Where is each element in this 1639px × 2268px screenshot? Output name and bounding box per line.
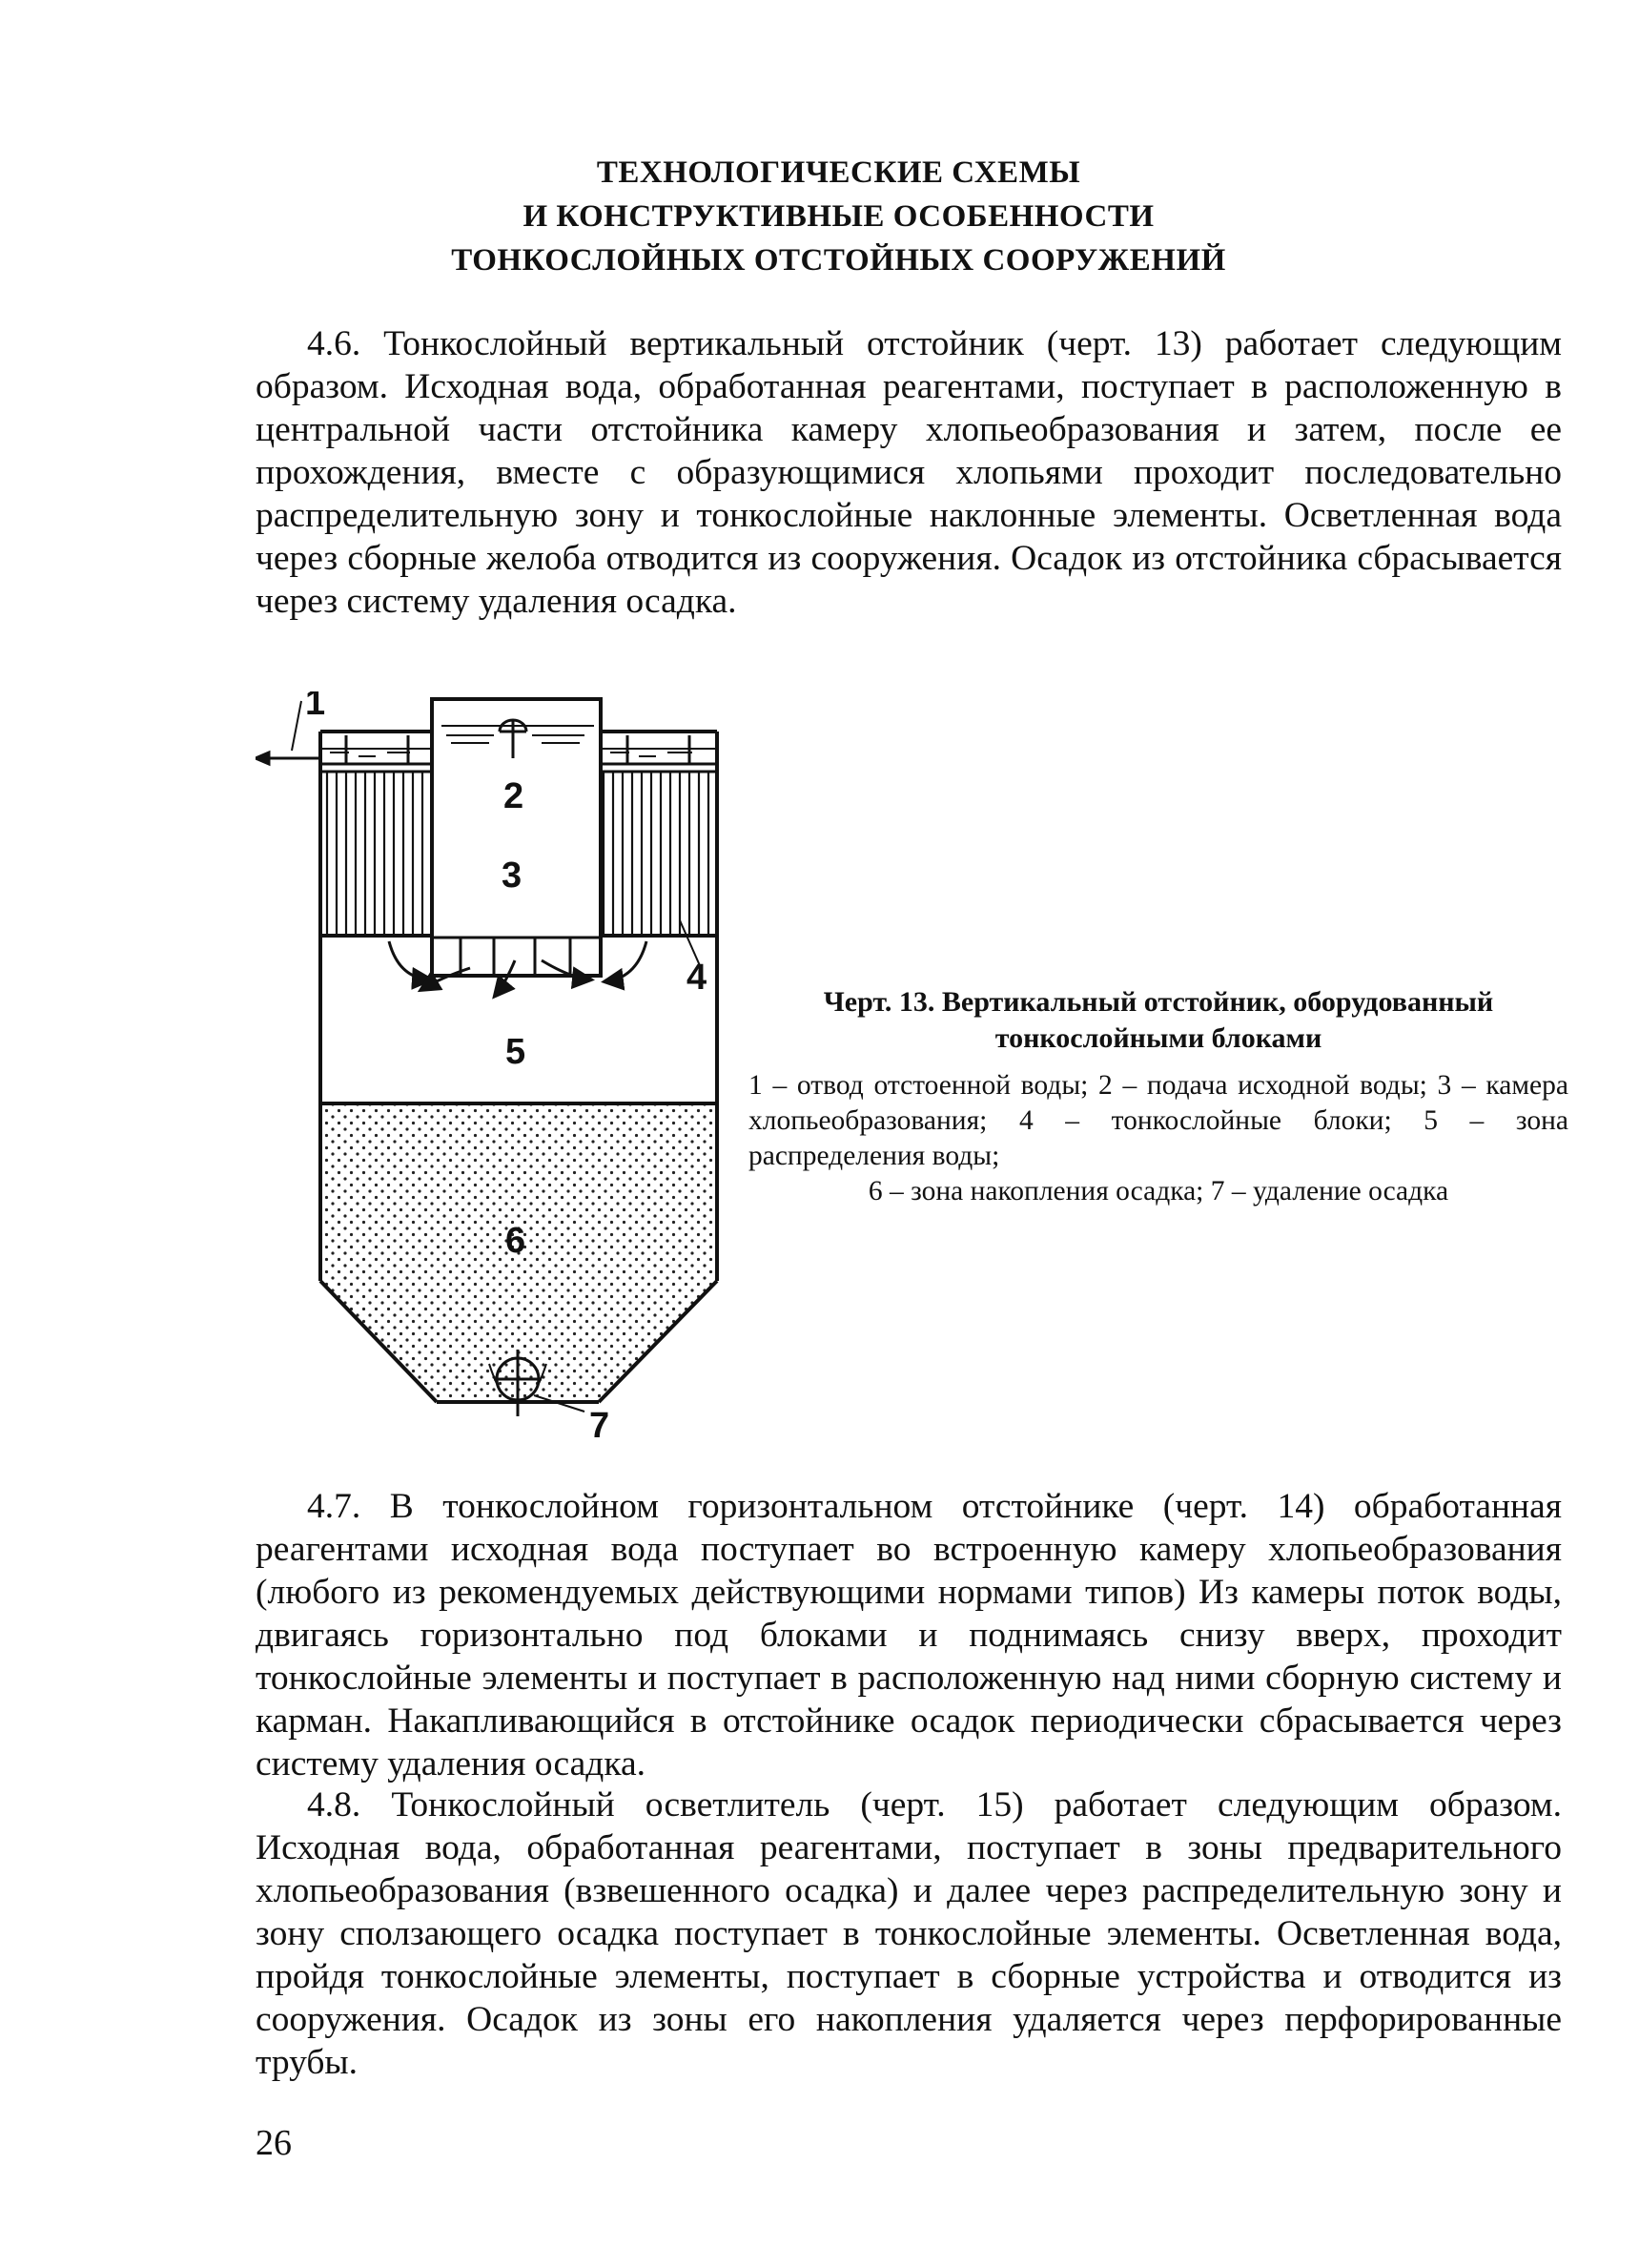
vertical-settler-drawing xyxy=(256,691,732,1454)
caption-title xyxy=(748,984,1568,1057)
figure-label-1: 1 xyxy=(305,691,326,723)
paragraph-number: 4.7. xyxy=(307,1487,361,1526)
paragraph-4-7 xyxy=(256,1485,1562,1785)
section-heading xyxy=(0,151,1639,282)
figure-label-4: 4 xyxy=(686,958,707,998)
heading-line-3: ТОНКОСЛОЙНЫХ ОТСТОЙНЫХ СООРУЖЕНИЙ xyxy=(451,243,1226,278)
figure-legend xyxy=(748,1068,1568,1209)
figure-label-3: 3 xyxy=(502,856,522,896)
settler-diagram xyxy=(256,691,732,1454)
collection-troughs xyxy=(320,732,717,764)
figure-label-7: 7 xyxy=(589,1406,610,1446)
paragraph-4-6 xyxy=(256,322,1562,623)
caption-title-line-2: тонкослойными блоками xyxy=(994,1022,1322,1054)
legend-last: 6 – зона накопления осадка; 7 – удаление осадка xyxy=(868,1176,1449,1206)
paragraph-number: 4.6. xyxy=(307,324,361,363)
caption-title-line-1: Черт. 13. Вертикальный отстойник, оборудованный xyxy=(823,986,1494,1018)
paragraph-4-8 xyxy=(256,1783,1562,2084)
figure-label-2: 2 xyxy=(503,776,524,816)
paragraph-text: Тонкослойный осветлитель (черт. 15) работает следующим образом. Исходная вода, обработанная реагентами, поступает в зоны предварительного хлопьеобразования (взвешенного осадка) и далее через распределительную зону и зону сползающего осадка поступает в тонкослойные элементы. Осветленная вода, пройдя тонкослойные элементы, поступает в сборные устройства и отводится из сооружения. Осадок из зоны его накопления удаляется через перфорированные трубы. xyxy=(256,1785,1563,2082)
legend-main: 1 – отвод отстоенной воды; 2 – подача исходной воды; 3 – камера хлопьеобразования; 4 – тонкослойные блоки; 5 – зона распределения воды; xyxy=(748,1070,1568,1171)
paragraph-text: Тонкослойный вертикальный отстойник (черт. 13) работает следующим образом. Исходная вода, обработанная реагентами, поступает в расположенную в центральной части отстойника камеру хлопьеобразования и затем, после ее прохождения, вместе с образующимися хлопьями проходит последовательно распределительную зону и тонкослойные наклонные элементы. Осветленная вода через сборные желоба отводится из сооружения. Осадок из отстойника сбрасывается через систему удаления осадка. xyxy=(256,324,1562,621)
figure-label-5: 5 xyxy=(505,1032,526,1072)
heading-line-2: И КОНСТРУКТИВНЫЕ ОСОБЕННОСТИ xyxy=(522,199,1155,234)
page-number: 26 xyxy=(256,2123,292,2163)
flocculation-chamber xyxy=(432,699,601,976)
figure-label-6: 6 xyxy=(505,1221,526,1261)
paragraph-text: В тонкослойном горизонтальном отстойнике (черт. 14) обработанная реагентами исходная вода поступает во встроенную камеру хлопьеобразования (любого из рекомендуемых действующими нормами типов) Из камеры поток воды, двигаясь горизонтально под блоками и поднимаясь снизу вверх, проходит тонкослойные элементы и поступает в расположенную над ними сборную систему и карман. Накапливающийся в отстойнике осадок периодически сбрасывается через систему удаления осадка. xyxy=(256,1487,1562,1783)
heading-line-1: ТЕХНОЛОГИЧЕСКИЕ СХЕМЫ xyxy=(596,155,1081,190)
figure-caption xyxy=(748,984,1568,1209)
paragraph-number: 4.8. xyxy=(307,1785,361,1825)
